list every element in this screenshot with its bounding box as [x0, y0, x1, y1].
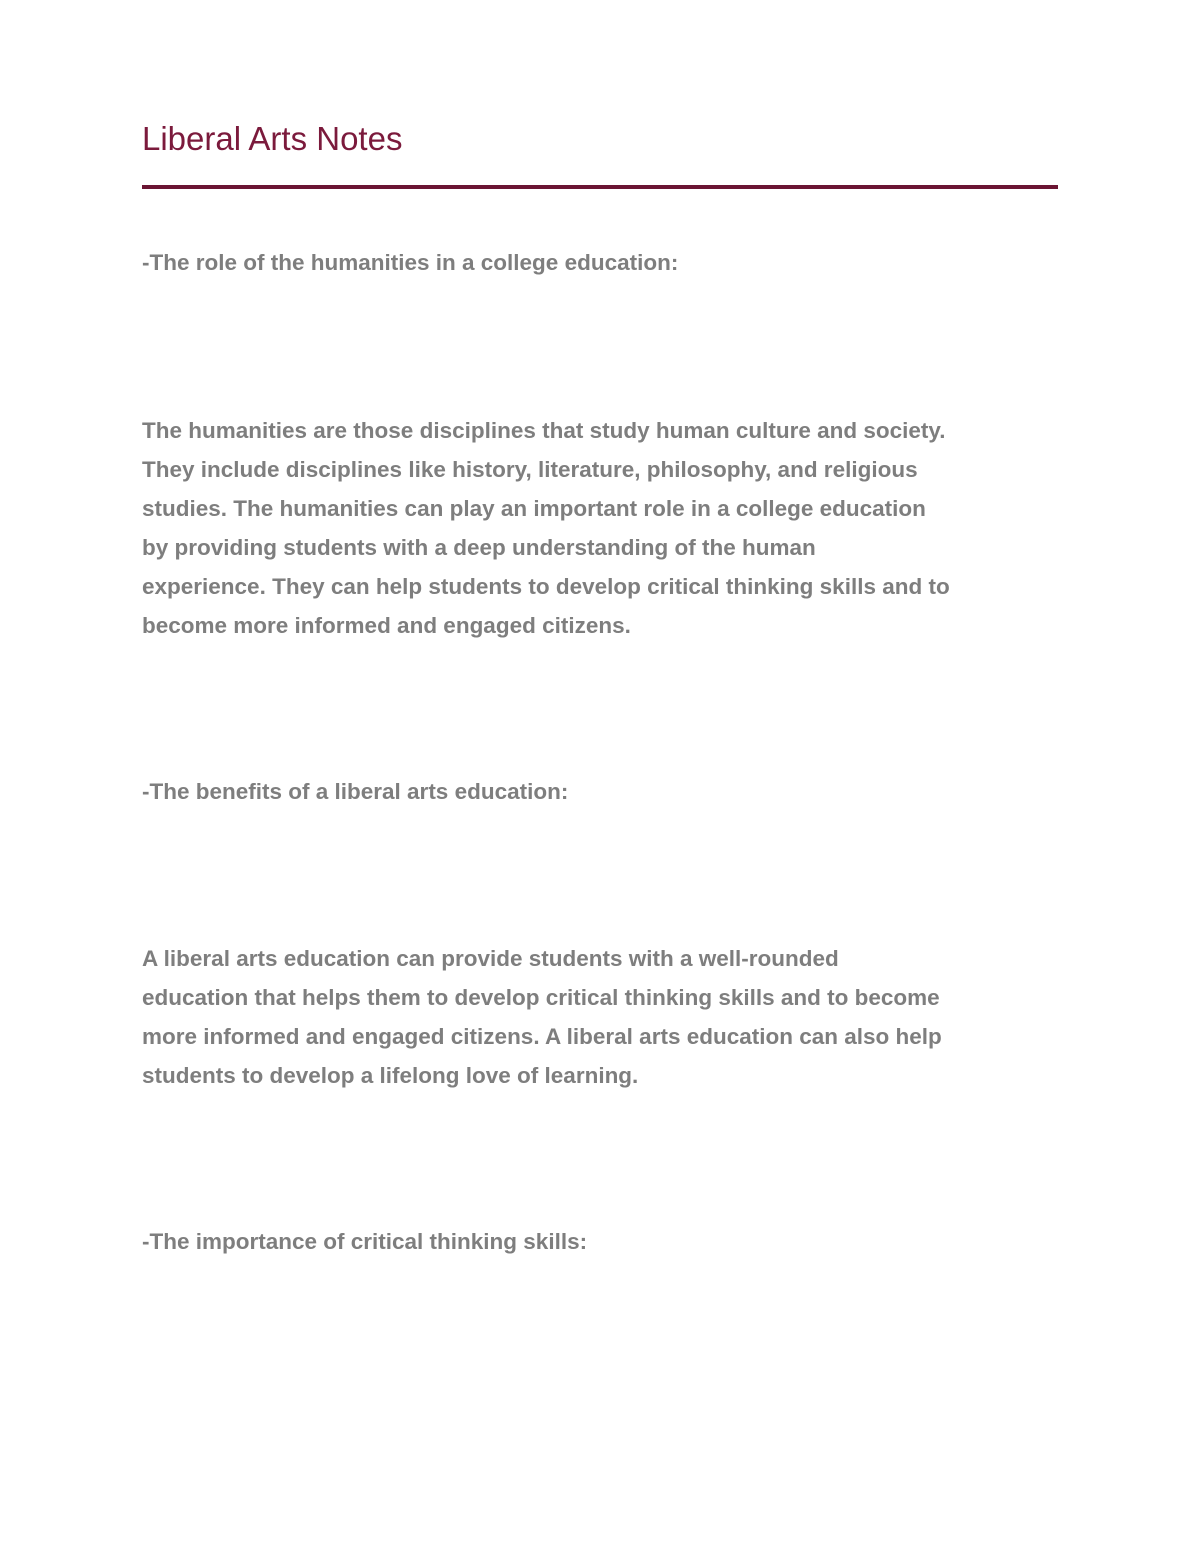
- paragraph-line: They include disciplines like history, literature, philosophy, and religious: [142, 457, 918, 482]
- paragraph-line: students to develop a lifelong love of learning.: [142, 1063, 639, 1088]
- section-heading-humanities: -The role of the humanities in a college education:: [142, 250, 679, 275]
- paragraph-line: A liberal arts education can provide students with a well-rounded: [142, 946, 839, 971]
- title-divider: [142, 185, 1058, 189]
- paragraph-liberal-arts: [142, 939, 1062, 1095]
- paragraph-line: become more informed and engaged citizens.: [142, 613, 631, 638]
- paragraph-line: studies. The humanities can play an important role in a college education: [142, 496, 926, 521]
- paragraph-line: by providing students with a deep understanding of the human: [142, 535, 816, 560]
- page-title: Liberal Arts Notes: [142, 120, 403, 157]
- section-heading-liberal-arts: -The benefits of a liberal arts education:: [142, 779, 569, 804]
- paragraph-humanities: [142, 411, 1062, 645]
- section-heading-critical-thinking: -The importance of critical thinking skills:: [142, 1229, 588, 1254]
- paragraph-line: more informed and engaged citizens. A liberal arts education can also help: [142, 1024, 942, 1049]
- paragraph-line: education that helps them to develop critical thinking skills and to become: [142, 985, 940, 1010]
- paragraph-line: experience. They can help students to develop critical thinking skills and to: [142, 574, 950, 599]
- paragraph-line: The humanities are those disciplines that study human culture and society.: [142, 418, 946, 443]
